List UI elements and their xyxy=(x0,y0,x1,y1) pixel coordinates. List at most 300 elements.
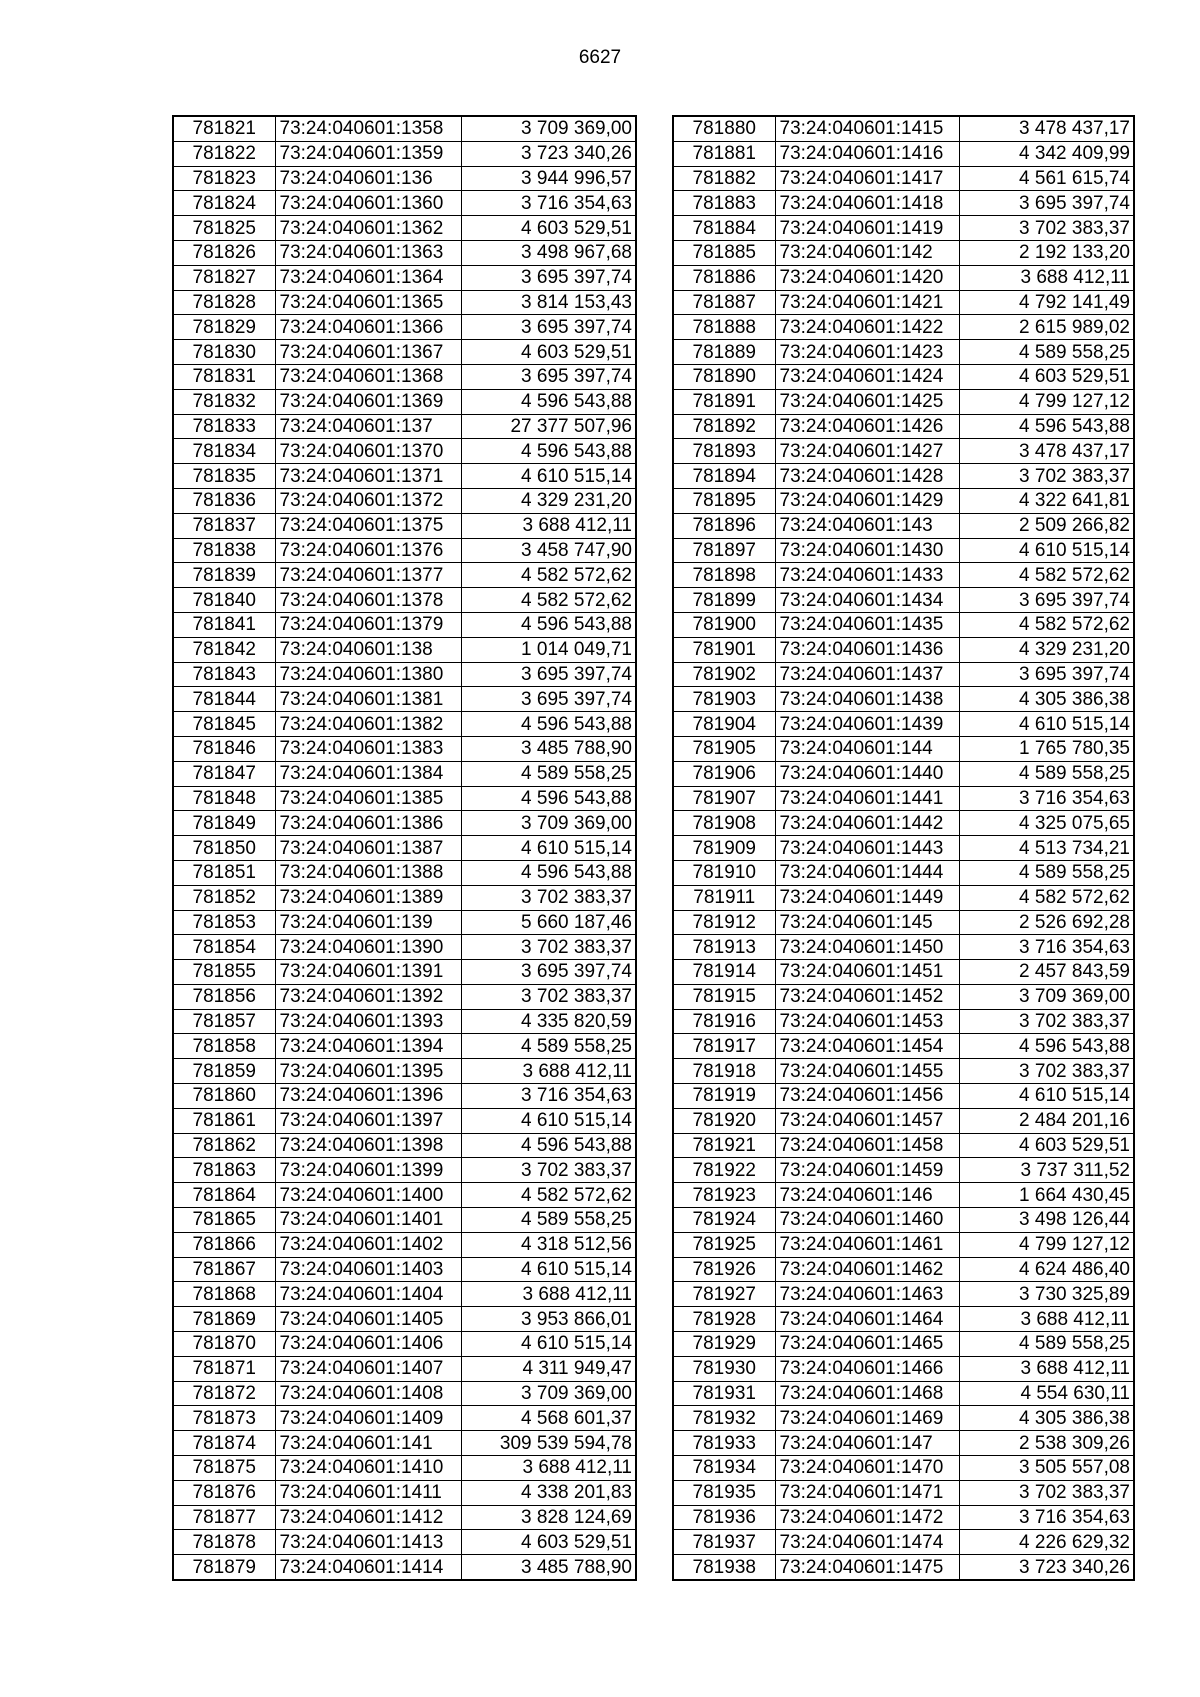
cadastral-value-cell: 2 615 989,02 xyxy=(959,315,1134,340)
record-number-cell: 781907 xyxy=(673,786,775,811)
cadastral-number-cell: 73:24:040601:1363 xyxy=(275,240,461,265)
table-row xyxy=(673,1208,1134,1233)
cadastral-value-cell: 4 322 641,81 xyxy=(959,488,1134,513)
table-row xyxy=(173,1505,636,1530)
cadastral-value-cell: 5 660 187,46 xyxy=(461,910,636,935)
record-number-cell: 781929 xyxy=(673,1332,775,1357)
record-number-cell: 781844 xyxy=(173,687,275,712)
cadastral-number-cell: 73:24:040601:1375 xyxy=(275,513,461,538)
table-row xyxy=(173,960,636,985)
record-number-cell: 781852 xyxy=(173,885,275,910)
cadastral-value-cell: 4 596 543,88 xyxy=(959,414,1134,439)
cadastral-number-cell: 73:24:040601:1443 xyxy=(775,836,959,861)
cadastral-value-cell: 3 688 412,11 xyxy=(959,265,1134,290)
cadastral-value-cell: 3 709 369,00 xyxy=(461,116,636,141)
cadastral-number-cell: 73:24:040601:1388 xyxy=(275,860,461,885)
cadastral-number-cell: 73:24:040601:1463 xyxy=(775,1282,959,1307)
record-number-cell: 781821 xyxy=(173,116,275,141)
record-number-cell: 781843 xyxy=(173,662,275,687)
table-row xyxy=(673,1133,1134,1158)
left-register-body xyxy=(173,116,636,1580)
table-row xyxy=(673,588,1134,613)
cadastral-value-cell: 3 814 153,43 xyxy=(461,290,636,315)
cadastral-value-cell: 4 582 572,62 xyxy=(959,612,1134,637)
table-row xyxy=(173,389,636,414)
cadastral-value-cell: 4 513 734,21 xyxy=(959,836,1134,861)
cadastral-number-cell: 73:24:040601:1437 xyxy=(775,662,959,687)
record-number-cell: 781902 xyxy=(673,662,775,687)
cadastral-number-cell: 73:24:040601:1368 xyxy=(275,364,461,389)
table-row xyxy=(673,1232,1134,1257)
cadastral-value-cell: 3 695 397,74 xyxy=(461,364,636,389)
table-row xyxy=(673,315,1134,340)
cadastral-value-cell: 4 589 558,25 xyxy=(959,761,1134,786)
cadastral-number-cell: 73:24:040601:1452 xyxy=(775,984,959,1009)
table-row xyxy=(173,1208,636,1233)
cadastral-value-cell: 4 610 515,14 xyxy=(461,464,636,489)
cadastral-number-cell: 73:24:040601:1418 xyxy=(775,191,959,216)
cadastral-value-cell: 3 702 383,37 xyxy=(461,1158,636,1183)
record-number-cell: 781827 xyxy=(173,265,275,290)
cadastral-number-cell: 73:24:040601:1439 xyxy=(775,712,959,737)
table-row xyxy=(173,836,636,861)
cadastral-value-cell: 3 485 788,90 xyxy=(461,1555,636,1580)
record-number-cell: 781926 xyxy=(673,1257,775,1282)
table-row xyxy=(173,414,636,439)
cadastral-number-cell: 73:24:040601:1372 xyxy=(275,488,461,513)
record-number-cell: 781905 xyxy=(673,736,775,761)
record-number-cell: 781872 xyxy=(173,1381,275,1406)
table-row xyxy=(173,1084,636,1109)
cadastral-number-cell: 73:24:040601:1475 xyxy=(775,1555,959,1580)
record-number-cell: 781848 xyxy=(173,786,275,811)
cadastral-value-cell: 4 589 558,25 xyxy=(959,340,1134,365)
cadastral-value-cell: 4 561 615,74 xyxy=(959,166,1134,191)
cadastral-number-cell: 73:24:040601:1387 xyxy=(275,836,461,861)
cadastral-number-cell: 73:24:040601:1397 xyxy=(275,1108,461,1133)
table-row xyxy=(173,216,636,241)
record-number-cell: 781894 xyxy=(673,464,775,489)
cadastral-value-cell: 2 192 133,20 xyxy=(959,240,1134,265)
table-row xyxy=(173,116,636,141)
record-number-cell: 781886 xyxy=(673,265,775,290)
record-number-cell: 781911 xyxy=(673,885,775,910)
record-number-cell: 781906 xyxy=(673,761,775,786)
table-row xyxy=(673,563,1134,588)
record-number-cell: 781837 xyxy=(173,513,275,538)
record-number-cell: 781933 xyxy=(673,1431,775,1456)
record-number-cell: 781927 xyxy=(673,1282,775,1307)
table-row xyxy=(673,290,1134,315)
record-number-cell: 781869 xyxy=(173,1307,275,1332)
cadastral-value-cell: 4 610 515,14 xyxy=(461,1108,636,1133)
table-row xyxy=(673,1059,1134,1084)
table-row xyxy=(673,340,1134,365)
cadastral-number-cell: 73:24:040601:1442 xyxy=(775,811,959,836)
table-row xyxy=(673,1530,1134,1555)
record-number-cell: 781930 xyxy=(673,1356,775,1381)
cadastral-number-cell: 73:24:040601:1405 xyxy=(275,1307,461,1332)
record-number-cell: 781895 xyxy=(673,488,775,513)
record-number-cell: 781904 xyxy=(673,712,775,737)
cadastral-number-cell: 73:24:040601:1460 xyxy=(775,1208,959,1233)
cadastral-number-cell: 73:24:040601:1382 xyxy=(275,712,461,737)
table-row xyxy=(173,538,636,563)
record-number-cell: 781833 xyxy=(173,414,275,439)
table-row xyxy=(173,439,636,464)
cadastral-number-cell: 73:24:040601:1449 xyxy=(775,885,959,910)
table-row xyxy=(173,364,636,389)
cadastral-number-cell: 73:24:040601:1441 xyxy=(775,786,959,811)
record-number-cell: 781924 xyxy=(673,1208,775,1233)
cadastral-value-cell: 3 478 437,17 xyxy=(959,439,1134,464)
record-number-cell: 781916 xyxy=(673,1009,775,1034)
cadastral-value-cell: 2 509 266,82 xyxy=(959,513,1134,538)
record-number-cell: 781842 xyxy=(173,637,275,662)
cadastral-number-cell: 73:24:040601:147 xyxy=(775,1431,959,1456)
cadastral-number-cell: 73:24:040601:1398 xyxy=(275,1133,461,1158)
cadastral-number-cell: 73:24:040601:1459 xyxy=(775,1158,959,1183)
record-number-cell: 781890 xyxy=(673,364,775,389)
cadastral-value-cell: 3 695 397,74 xyxy=(461,662,636,687)
record-number-cell: 781879 xyxy=(173,1555,275,1580)
table-row xyxy=(173,662,636,687)
cadastral-number-cell: 73:24:040601:1415 xyxy=(775,116,959,141)
table-row xyxy=(173,612,636,637)
table-row xyxy=(673,910,1134,935)
cadastral-number-cell: 73:24:040601:1440 xyxy=(775,761,959,786)
cadastral-value-cell: 4 582 572,62 xyxy=(461,588,636,613)
cadastral-value-cell: 1 664 430,45 xyxy=(959,1183,1134,1208)
cadastral-value-cell: 4 311 949,47 xyxy=(461,1356,636,1381)
cadastral-value-cell: 4 596 543,88 xyxy=(959,1034,1134,1059)
cadastral-value-cell: 2 538 309,26 xyxy=(959,1431,1134,1456)
cadastral-value-cell: 4 610 515,14 xyxy=(959,1084,1134,1109)
record-number-cell: 781913 xyxy=(673,935,775,960)
table-row xyxy=(173,1406,636,1431)
cadastral-value-cell: 4 596 543,88 xyxy=(461,712,636,737)
cadastral-value-cell: 4 329 231,20 xyxy=(461,488,636,513)
record-number-cell: 781835 xyxy=(173,464,275,489)
cadastral-number-cell: 73:24:040601:1461 xyxy=(775,1232,959,1257)
right-register-body xyxy=(673,116,1134,1580)
cadastral-value-cell: 4 335 820,59 xyxy=(461,1009,636,1034)
cadastral-value-cell: 3 716 354,63 xyxy=(461,1084,636,1109)
record-number-cell: 781919 xyxy=(673,1084,775,1109)
record-number-cell: 781875 xyxy=(173,1456,275,1481)
cadastral-number-cell: 73:24:040601:1453 xyxy=(775,1009,959,1034)
cadastral-number-cell: 73:24:040601:1433 xyxy=(775,563,959,588)
cadastral-value-cell: 4 596 543,88 xyxy=(461,612,636,637)
table-row xyxy=(673,488,1134,513)
cadastral-value-cell: 3 695 397,74 xyxy=(959,588,1134,613)
cadastral-number-cell: 73:24:040601:141 xyxy=(275,1431,461,1456)
record-number-cell: 781860 xyxy=(173,1084,275,1109)
cadastral-value-cell: 4 610 515,14 xyxy=(959,538,1134,563)
table-row xyxy=(673,1034,1134,1059)
cadastral-value-cell: 3 709 369,00 xyxy=(461,811,636,836)
table-row xyxy=(173,860,636,885)
table-row xyxy=(673,1108,1134,1133)
record-number-cell: 781850 xyxy=(173,836,275,861)
record-number-cell: 781878 xyxy=(173,1530,275,1555)
cadastral-value-cell: 3 730 325,89 xyxy=(959,1282,1134,1307)
record-number-cell: 781935 xyxy=(673,1480,775,1505)
record-number-cell: 781938 xyxy=(673,1555,775,1580)
cadastral-number-cell: 73:24:040601:1403 xyxy=(275,1257,461,1282)
table-row xyxy=(173,488,636,513)
cadastral-value-cell: 4 603 529,51 xyxy=(461,1530,636,1555)
record-number-cell: 781831 xyxy=(173,364,275,389)
table-row xyxy=(173,1257,636,1282)
cadastral-number-cell: 73:24:040601:1450 xyxy=(775,935,959,960)
cadastral-number-cell: 73:24:040601:1413 xyxy=(275,1530,461,1555)
cadastral-value-cell: 1 014 049,71 xyxy=(461,637,636,662)
cadastral-number-cell: 73:24:040601:1404 xyxy=(275,1282,461,1307)
cadastral-number-cell: 73:24:040601:1359 xyxy=(275,141,461,166)
cadastral-value-cell: 3 695 397,74 xyxy=(461,960,636,985)
cadastral-number-cell: 73:24:040601:1364 xyxy=(275,265,461,290)
cadastral-value-cell: 4 792 141,49 xyxy=(959,290,1134,315)
table-row xyxy=(173,786,636,811)
record-number-cell: 781937 xyxy=(673,1530,775,1555)
record-number-cell: 781834 xyxy=(173,439,275,464)
cadastral-number-cell: 73:24:040601:1362 xyxy=(275,216,461,241)
record-number-cell: 781923 xyxy=(673,1183,775,1208)
cadastral-number-cell: 73:24:040601:1427 xyxy=(775,439,959,464)
table-row xyxy=(673,414,1134,439)
table-row xyxy=(173,1307,636,1332)
table-row xyxy=(673,1555,1134,1580)
cadastral-number-cell: 73:24:040601:1376 xyxy=(275,538,461,563)
cadastral-number-cell: 73:24:040601:1395 xyxy=(275,1059,461,1084)
record-number-cell: 781882 xyxy=(673,166,775,191)
table-row xyxy=(173,1480,636,1505)
cadastral-number-cell: 73:24:040601:1451 xyxy=(775,960,959,985)
record-number-cell: 781856 xyxy=(173,984,275,1009)
record-number-cell: 781912 xyxy=(673,910,775,935)
cadastral-value-cell: 3 505 557,08 xyxy=(959,1456,1134,1481)
cadastral-value-cell: 2 457 843,59 xyxy=(959,960,1134,985)
cadastral-value-cell: 3 688 412,11 xyxy=(959,1307,1134,1332)
cadastral-value-cell: 3 688 412,11 xyxy=(461,1456,636,1481)
cadastral-number-cell: 73:24:040601:1421 xyxy=(775,290,959,315)
record-number-cell: 781857 xyxy=(173,1009,275,1034)
table-row xyxy=(673,364,1134,389)
table-row xyxy=(673,265,1134,290)
cadastral-value-cell: 4 554 630,11 xyxy=(959,1381,1134,1406)
table-row xyxy=(673,786,1134,811)
cadastral-number-cell: 73:24:040601:1412 xyxy=(275,1505,461,1530)
cadastral-number-cell: 73:24:040601:1390 xyxy=(275,935,461,960)
table-row xyxy=(173,1332,636,1357)
record-number-cell: 781876 xyxy=(173,1480,275,1505)
cadastral-value-cell: 3 702 383,37 xyxy=(959,464,1134,489)
record-number-cell: 781884 xyxy=(673,216,775,241)
cadastral-value-cell: 3 458 747,90 xyxy=(461,538,636,563)
record-number-cell: 781893 xyxy=(673,439,775,464)
table-row xyxy=(673,216,1134,241)
record-number-cell: 781846 xyxy=(173,736,275,761)
record-number-cell: 781928 xyxy=(673,1307,775,1332)
cadastral-number-cell: 73:24:040601:143 xyxy=(775,513,959,538)
cadastral-number-cell: 73:24:040601:1410 xyxy=(275,1456,461,1481)
cadastral-number-cell: 73:24:040601:1409 xyxy=(275,1406,461,1431)
cadastral-value-cell: 4 610 515,14 xyxy=(461,1257,636,1282)
cadastral-number-cell: 73:24:040601:1464 xyxy=(775,1307,959,1332)
record-number-cell: 781826 xyxy=(173,240,275,265)
table-row xyxy=(173,1356,636,1381)
cadastral-value-cell: 4 596 543,88 xyxy=(461,439,636,464)
cadastral-value-cell: 3 688 412,11 xyxy=(461,1059,636,1084)
cadastral-value-cell: 4 325 075,65 xyxy=(959,811,1134,836)
cadastral-number-cell: 73:24:040601:1402 xyxy=(275,1232,461,1257)
record-number-cell: 781920 xyxy=(673,1108,775,1133)
cadastral-value-cell: 2 484 201,16 xyxy=(959,1108,1134,1133)
cadastral-number-cell: 73:24:040601:1383 xyxy=(275,736,461,761)
table-row xyxy=(173,1555,636,1580)
cadastral-value-cell: 4 603 529,51 xyxy=(461,216,636,241)
cadastral-number-cell: 73:24:040601:1454 xyxy=(775,1034,959,1059)
table-row xyxy=(673,1183,1134,1208)
cadastral-number-cell: 73:24:040601:1456 xyxy=(775,1084,959,1109)
cadastral-number-cell: 73:24:040601:1366 xyxy=(275,315,461,340)
table-row xyxy=(173,1009,636,1034)
cadastral-number-cell: 73:24:040601:146 xyxy=(775,1183,959,1208)
cadastral-number-cell: 73:24:040601:1462 xyxy=(775,1257,959,1282)
record-number-cell: 781847 xyxy=(173,761,275,786)
record-number-cell: 781841 xyxy=(173,612,275,637)
table-row xyxy=(173,1108,636,1133)
cadastral-number-cell: 73:24:040601:1416 xyxy=(775,141,959,166)
cadastral-value-cell: 4 624 486,40 xyxy=(959,1257,1134,1282)
cadastral-number-cell: 73:24:040601:1472 xyxy=(775,1505,959,1530)
record-number-cell: 781858 xyxy=(173,1034,275,1059)
table-row xyxy=(173,761,636,786)
cadastral-value-cell: 4 329 231,20 xyxy=(959,637,1134,662)
cadastral-value-cell: 4 226 629,32 xyxy=(959,1530,1134,1555)
record-number-cell: 781871 xyxy=(173,1356,275,1381)
cadastral-value-cell: 4 305 386,38 xyxy=(959,1406,1134,1431)
cadastral-value-cell: 4 603 529,51 xyxy=(959,364,1134,389)
cadastral-value-cell: 27 377 507,96 xyxy=(461,414,636,439)
cadastral-value-cell: 3 498 967,68 xyxy=(461,240,636,265)
record-number-cell: 781887 xyxy=(673,290,775,315)
cadastral-value-cell: 4 596 543,88 xyxy=(461,860,636,885)
cadastral-value-cell: 3 702 383,37 xyxy=(959,1059,1134,1084)
table-row xyxy=(673,885,1134,910)
cadastral-number-cell: 73:24:040601:1457 xyxy=(775,1108,959,1133)
cadastral-number-cell: 73:24:040601:1365 xyxy=(275,290,461,315)
table-row xyxy=(173,191,636,216)
cadastral-value-cell: 4 582 572,62 xyxy=(461,1183,636,1208)
cadastral-number-cell: 73:24:040601:1424 xyxy=(775,364,959,389)
cadastral-value-cell: 4 589 558,25 xyxy=(959,1332,1134,1357)
table-row xyxy=(673,836,1134,861)
record-number-cell: 781931 xyxy=(673,1381,775,1406)
cadastral-value-cell: 4 589 558,25 xyxy=(959,860,1134,885)
record-number-cell: 781891 xyxy=(673,389,775,414)
record-number-cell: 781832 xyxy=(173,389,275,414)
cadastral-number-cell: 73:24:040601:1384 xyxy=(275,761,461,786)
cadastral-number-cell: 73:24:040601:1381 xyxy=(275,687,461,712)
record-number-cell: 781859 xyxy=(173,1059,275,1084)
cadastral-value-cell: 4 305 386,38 xyxy=(959,687,1134,712)
table-row xyxy=(173,712,636,737)
cadastral-number-cell: 73:24:040601:1435 xyxy=(775,612,959,637)
cadastral-number-cell: 73:24:040601:1429 xyxy=(775,488,959,513)
table-row xyxy=(173,315,636,340)
cadastral-number-cell: 73:24:040601:1466 xyxy=(775,1356,959,1381)
record-number-cell: 781881 xyxy=(673,141,775,166)
table-row xyxy=(673,984,1134,1009)
table-row xyxy=(673,389,1134,414)
cadastral-number-cell: 73:24:040601:1411 xyxy=(275,1480,461,1505)
cadastral-value-cell: 3 709 369,00 xyxy=(461,1381,636,1406)
record-number-cell: 781865 xyxy=(173,1208,275,1233)
record-number-cell: 781885 xyxy=(673,240,775,265)
cadastral-value-cell: 3 953 866,01 xyxy=(461,1307,636,1332)
record-number-cell: 781861 xyxy=(173,1108,275,1133)
table-row xyxy=(673,1431,1134,1456)
cadastral-number-cell: 73:24:040601:1406 xyxy=(275,1332,461,1357)
table-row xyxy=(673,736,1134,761)
cadastral-number-cell: 73:24:040601:1458 xyxy=(775,1133,959,1158)
cadastral-value-cell: 3 716 354,63 xyxy=(461,191,636,216)
cadastral-number-cell: 73:24:040601:142 xyxy=(775,240,959,265)
record-number-cell: 781828 xyxy=(173,290,275,315)
record-number-cell: 781917 xyxy=(673,1034,775,1059)
cadastral-value-cell: 3 737 311,52 xyxy=(959,1158,1134,1183)
page-number: 6627 xyxy=(578,47,622,68)
cadastral-value-cell: 3 702 383,37 xyxy=(461,984,636,1009)
cadastral-value-cell: 4 596 543,88 xyxy=(461,1133,636,1158)
table-row xyxy=(673,1381,1134,1406)
cadastral-number-cell: 73:24:040601:1386 xyxy=(275,811,461,836)
table-row xyxy=(673,240,1134,265)
table-row xyxy=(173,1456,636,1481)
table-row xyxy=(673,761,1134,786)
table-row xyxy=(173,141,636,166)
record-number-cell: 781889 xyxy=(673,340,775,365)
cadastral-value-cell: 4 582 572,62 xyxy=(959,563,1134,588)
cadastral-number-cell: 73:24:040601:1369 xyxy=(275,389,461,414)
record-number-cell: 781822 xyxy=(173,141,275,166)
record-number-cell: 781932 xyxy=(673,1406,775,1431)
cadastral-value-cell: 4 799 127,12 xyxy=(959,389,1134,414)
record-number-cell: 781903 xyxy=(673,687,775,712)
cadastral-number-cell: 73:24:040601:1400 xyxy=(275,1183,461,1208)
cadastral-value-cell: 4 318 512,56 xyxy=(461,1232,636,1257)
record-number-cell: 781915 xyxy=(673,984,775,1009)
cadastral-number-cell: 73:24:040601:1380 xyxy=(275,662,461,687)
record-number-cell: 781839 xyxy=(173,563,275,588)
table-row xyxy=(173,1282,636,1307)
record-number-cell: 781873 xyxy=(173,1406,275,1431)
cadastral-value-cell: 3 695 397,74 xyxy=(959,191,1134,216)
cadastral-number-cell: 73:24:040601:1434 xyxy=(775,588,959,613)
table-row xyxy=(173,340,636,365)
cadastral-value-cell: 3 702 383,37 xyxy=(959,216,1134,241)
cadastral-value-cell: 3 702 383,37 xyxy=(959,1480,1134,1505)
cadastral-number-cell: 73:24:040601:1471 xyxy=(775,1480,959,1505)
table-row xyxy=(673,662,1134,687)
table-row xyxy=(673,439,1134,464)
record-number-cell: 781830 xyxy=(173,340,275,365)
record-number-cell: 781874 xyxy=(173,1431,275,1456)
table-row xyxy=(673,935,1134,960)
record-number-cell: 781854 xyxy=(173,935,275,960)
